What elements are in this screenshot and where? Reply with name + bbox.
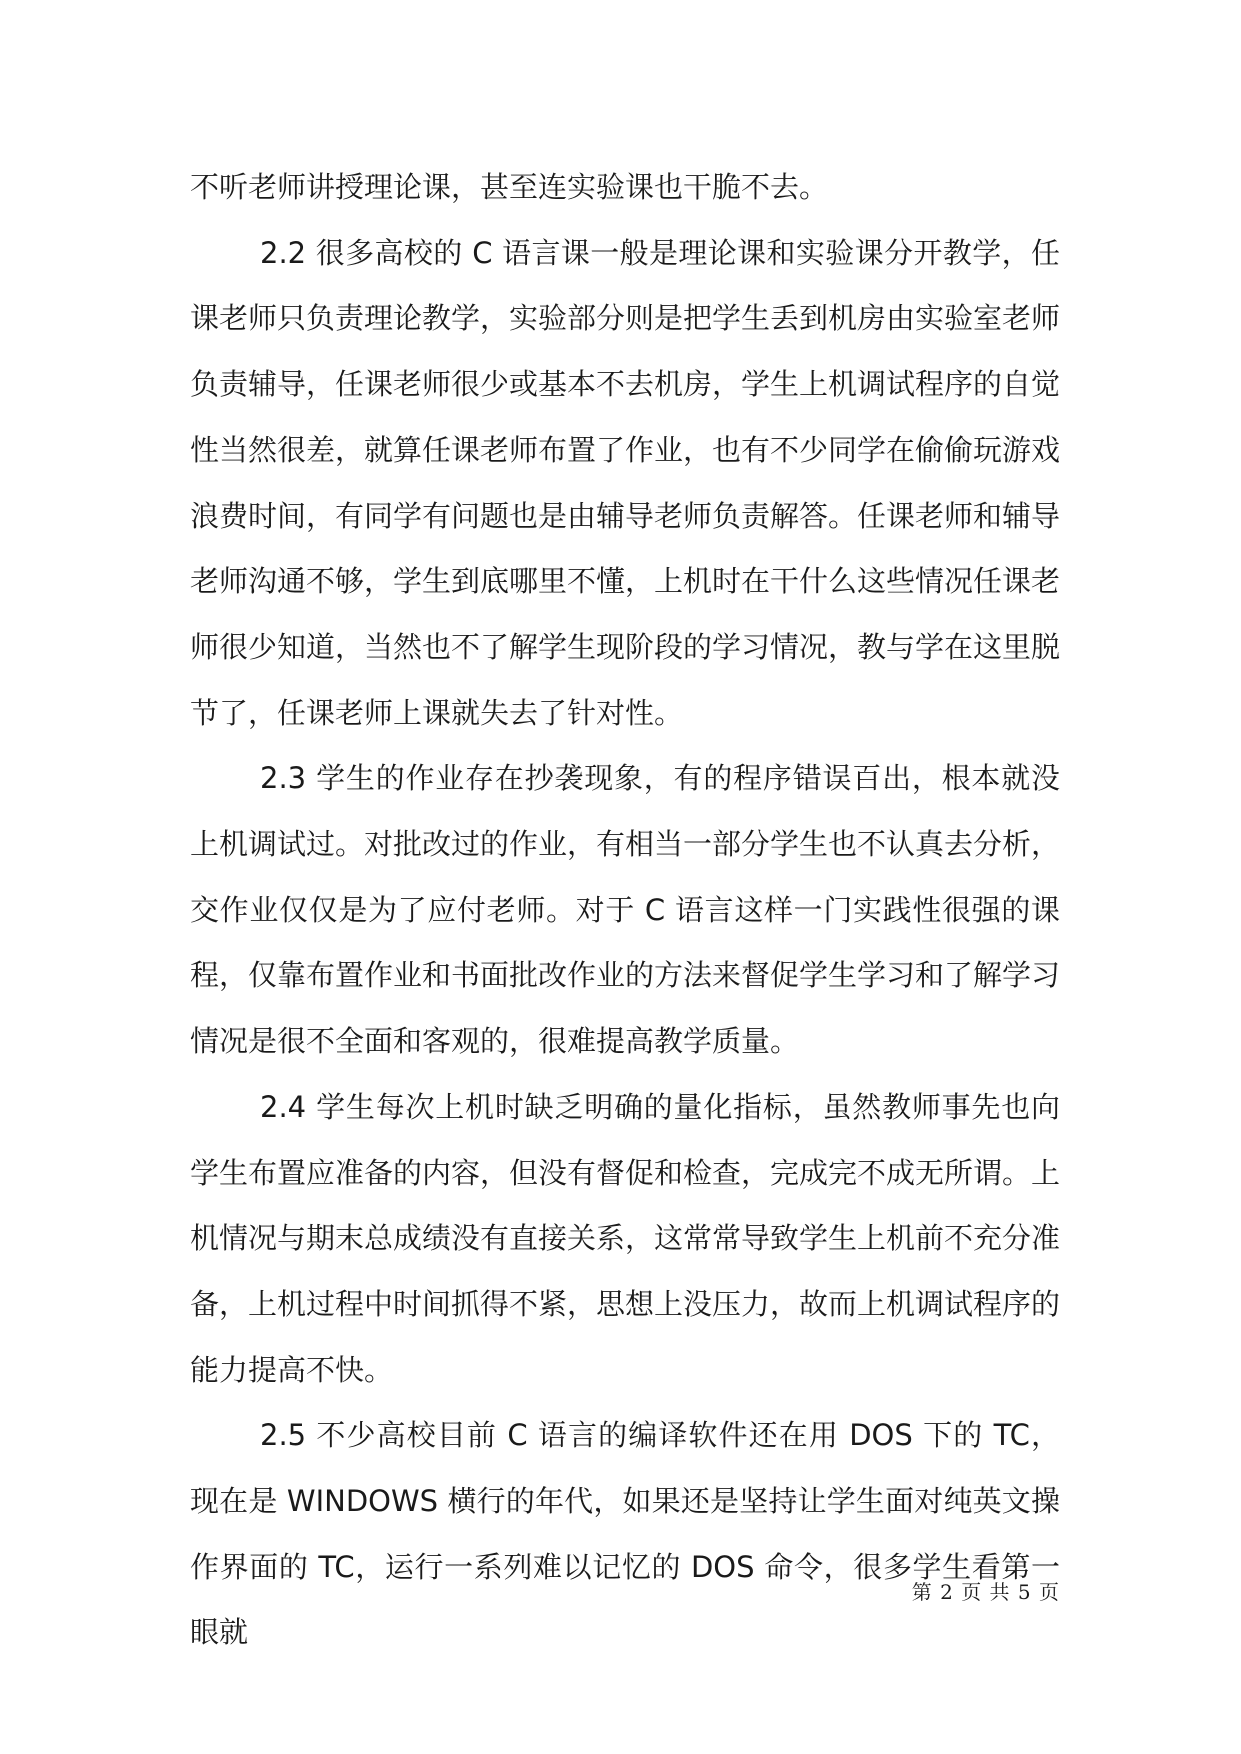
paragraph-continuation: 不听老师讲授理论课，甚至连实验课也干脆不去。 xyxy=(190,170,829,204)
body-text xyxy=(190,155,1060,1666)
paragraph-2-3: 2.3 学生的作业存在抄袭现象，有的程序错误百出，根本就没上机调试过。对批改过的作业，有相当一部分学生也不认真去分析，交作业仅仅是为了应付老师。对于 C 语言这样一门实践性很强的课程，仅靠布置作业和书面批改作业的方法来督促学生学习和了解学习情况是很不全面和客观的，很难提高教学质量。 xyxy=(190,761,1061,1059)
page-number-footer: 第 2 页 共 5 页 xyxy=(911,1580,1060,1604)
paragraph-2-5: 2.5 不少高校目前 C 语言的编译软件还在用 DOS 下的 TC，现在是 WINDOWS 横行的年代，如果还是坚持让学生面对纯英文操作界面的 TC，运行一系列难以记忆的 DOS 命令，很多学生看第一眼就 xyxy=(190,1418,1060,1650)
paragraph-2-2: 2.2 很多高校的 C 语言课一般是理论课和实验课分开教学，任课老师只负责理论教学，实验部分则是把学生丢到机房由实验室老师负责辅导，任课老师很少或基本不去机房，学生上机调试程序的自觉性当然很差，就算任课老师布置了作业，也有不少同学在偷偷玩游戏浪费时间，有同学有问题也是由辅导老师负责解答。任课老师和辅导老师沟通不够，学生到底哪里不懂，上机时在干什么这些情况任课老师很少知道，当然也不了解学生现阶段的学习情况，教与学在这里脱节了，任课老师上课就失去了针对性。 xyxy=(190,235,1061,730)
paragraph-2-4: 2.4 学生每次上机时缺乏明确的量化指标，虽然教师事先也向学生布置应准备的内容，但没有督促和检查，完成完不成无所谓。上机情况与期末总成绩没有直接关系，这常常导致学生上机前不充分准备，上机过程中时间抓得不紧，思想上没压力，故而上机调试程序的能力提高不快。 xyxy=(190,1089,1061,1387)
